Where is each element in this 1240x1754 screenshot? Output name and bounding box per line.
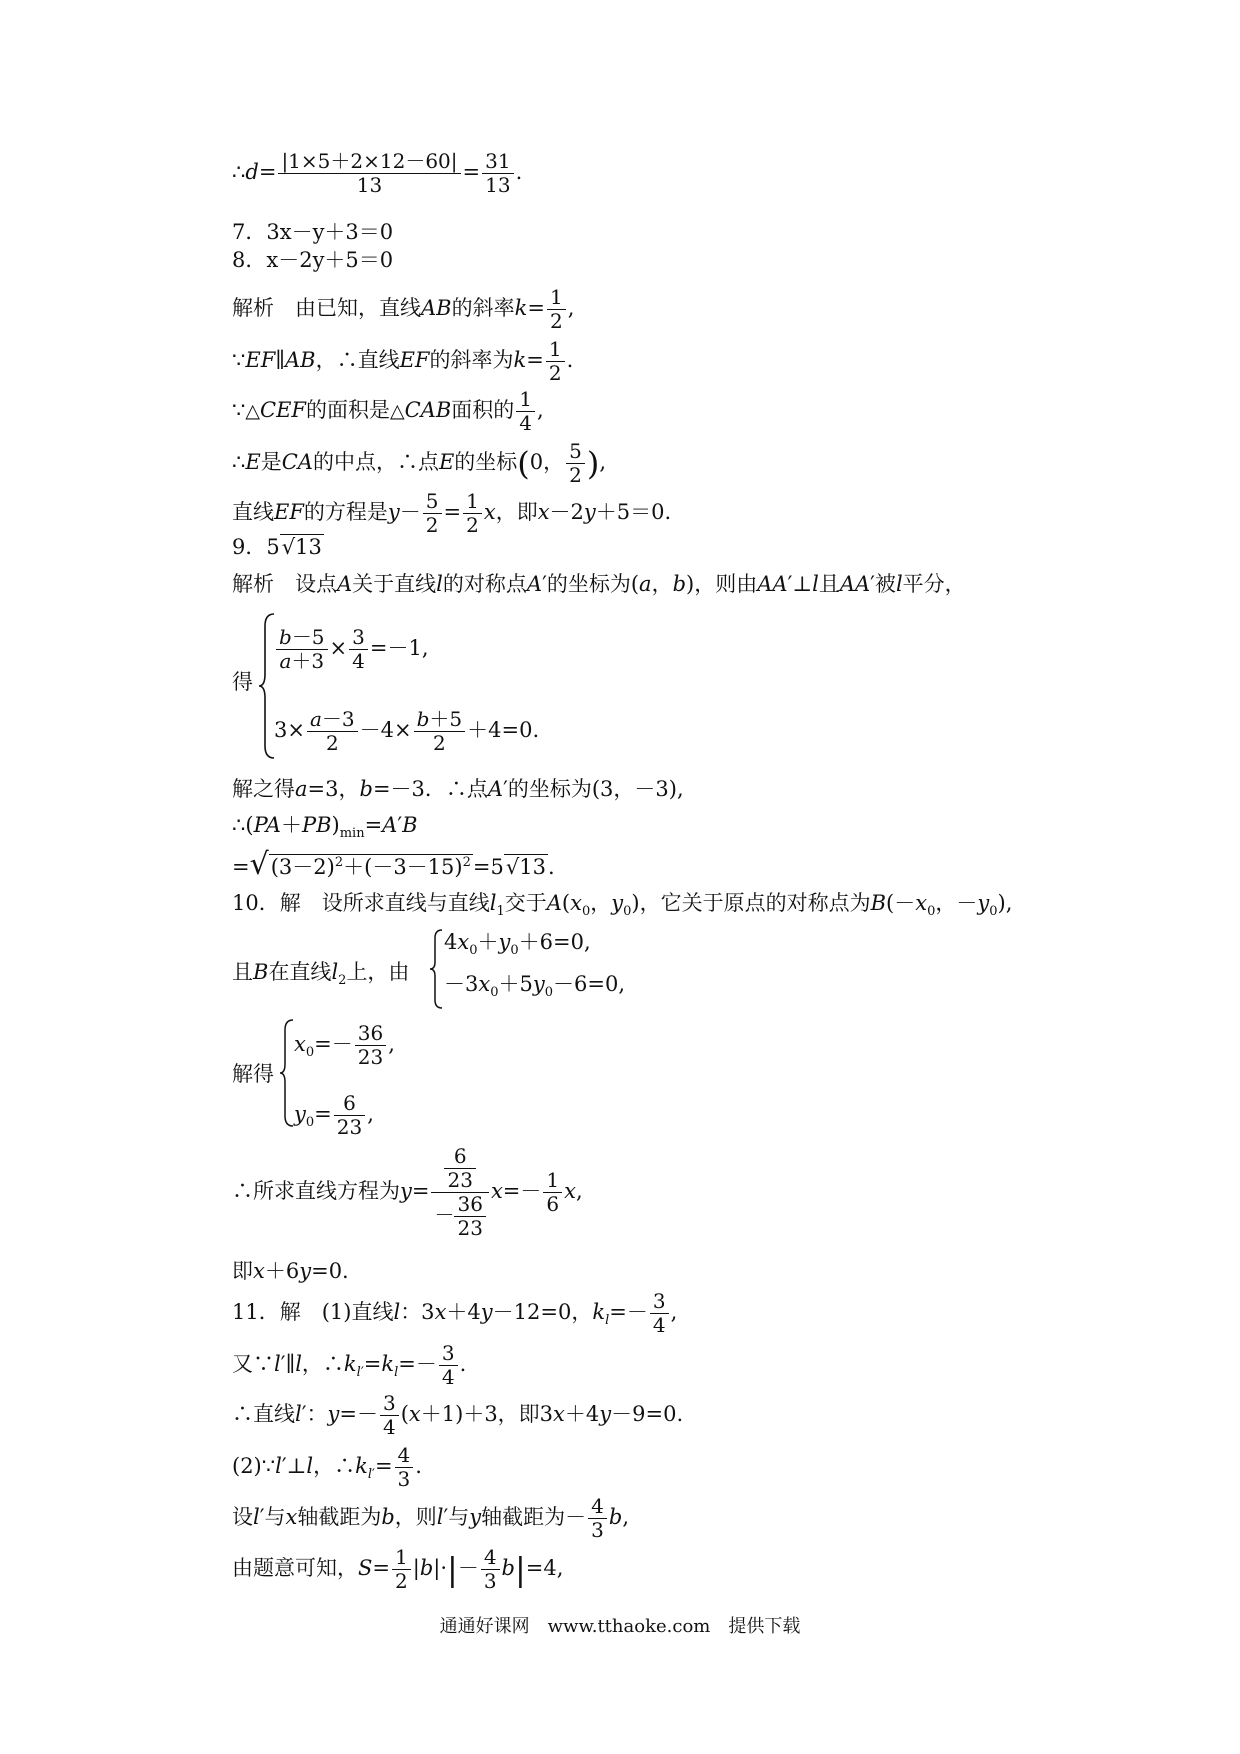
solution-8-line-2: ∵EF∥AB，∴直线EF的斜率为k= $\frac{1}{2}$ . [232,337,574,385]
answer-9: 9．5√13 [232,535,322,559]
distance-formula-line: ∴d= $\frac{|1\times 5+2\times 12-60|}{13}$ = $\frac{31}{13}$ . [232,149,523,197]
solution-8-line-4: ∴E是CA的中点，∴点E的坐标(0， $\frac{5}{2}$ ), [232,439,607,487]
solution-8-line-1: 解析 由已知，直线AB的斜率k= $\frac{1}{2}$ , [232,285,575,333]
solution-10-line-4: ∴所求直线方程为y= $\frac{6}{23}$ － $\frac{36}{23}$ x=－ $\frac{1}{6}$ x, [232,1144,583,1240]
solution-11-line-3: ∴直线l′：y=－ $\frac{3}{4}$ (x＋1)＋3，即3x＋4y－9=0. [232,1391,684,1439]
solution-8-line-5: 直线EF的方程是y－ $\frac{5}{2}$ = $\frac{1}{2}$ x，即x－2y＋5＝0. [232,489,672,537]
solution-11-line-1: 11．解 (1)直线l：3x＋4y－12=0，$k_l=-$ $\frac{3}{4}$ , [232,1289,678,1337]
solution-10-line-2: 且B在直线$l_2$上，由 [232,960,410,989]
system2-eq-2: $-3x_0+5y_0-6=0$, [444,972,626,1001]
solution-10-line-1: 10．解 设所求直线与直线$l_1$交于$A(x_0$，$y_0$)，它关于原点的对称点为$B(-x_0$，$-y_0$), [232,891,1013,920]
system3-eq-2: $y_0=$ $\frac{6}{23}$ , [294,1091,374,1139]
system-eq-1: $\frac{b-5}{a+3}$ × $\frac{3}{4}$ =－1, [274,626,429,673]
system3-eq-1: $x_0=-$ $\frac{36}{23}$ , [294,1021,395,1069]
solution-11-line-5: 设l′与x轴截距为b，则l′与y轴截距为－ $\frac{4}{3}$ b, [232,1494,630,1542]
answer-7: 7．3x－y＋3＝0 [232,220,394,244]
solution-11-line-4: (2)∵l′⊥l，$\therefore k_{l'}=$ $\frac{4}{3}$ . [232,1443,422,1491]
answer-8: 8．x－2y＋5＝0 [232,248,394,272]
solution-9-line-5: $=√(3-2)^2+(-3-15)^2=5√13$. [232,847,555,882]
solution-9-line-1: 解析 设点A关于直线l的对称点A′的坐标为(a，b)，则由AA′⊥l且AA′被l平分， [232,572,966,596]
system-label-de: 得 [232,670,253,694]
page-footer: 通通好课网 www.tthaoke.com 提供下载 [439,1616,801,1637]
solution-8-line-3: ∵△CEF的面积是△CAB面积的 $\frac{1}{4}$ , [232,387,544,435]
left-brace-icon [428,928,444,1010]
solution-9-line-4: $\therefore(PA+PB)_{min}=A'B$ [232,813,418,842]
system3-label: 解得 [232,1062,274,1086]
solution-10-line-5: 即x＋6y=0. [232,1259,349,1283]
solution-11-line-2: 又∵l′∥l，$\therefore k_{l'}=k_l=-$ $\frac{3}{4}$ . [232,1341,467,1389]
solution-9-line-3: 解之得a=3，b=－3．∴点A′的坐标为(3，－3), [232,777,684,801]
solution-11-line-6: 由题意可知，S= $\frac{1}{2}$ |b|·|－ $\frac{4}{3}$ b|=4, [232,1545,564,1593]
system2-eq-1: $4x_0+y_0+6=0$, [444,930,591,959]
system-eq-2: 3× $\frac{a-3}{2}$ －4× $\frac{b+5}{2}$ ＋4=0. [274,707,540,755]
